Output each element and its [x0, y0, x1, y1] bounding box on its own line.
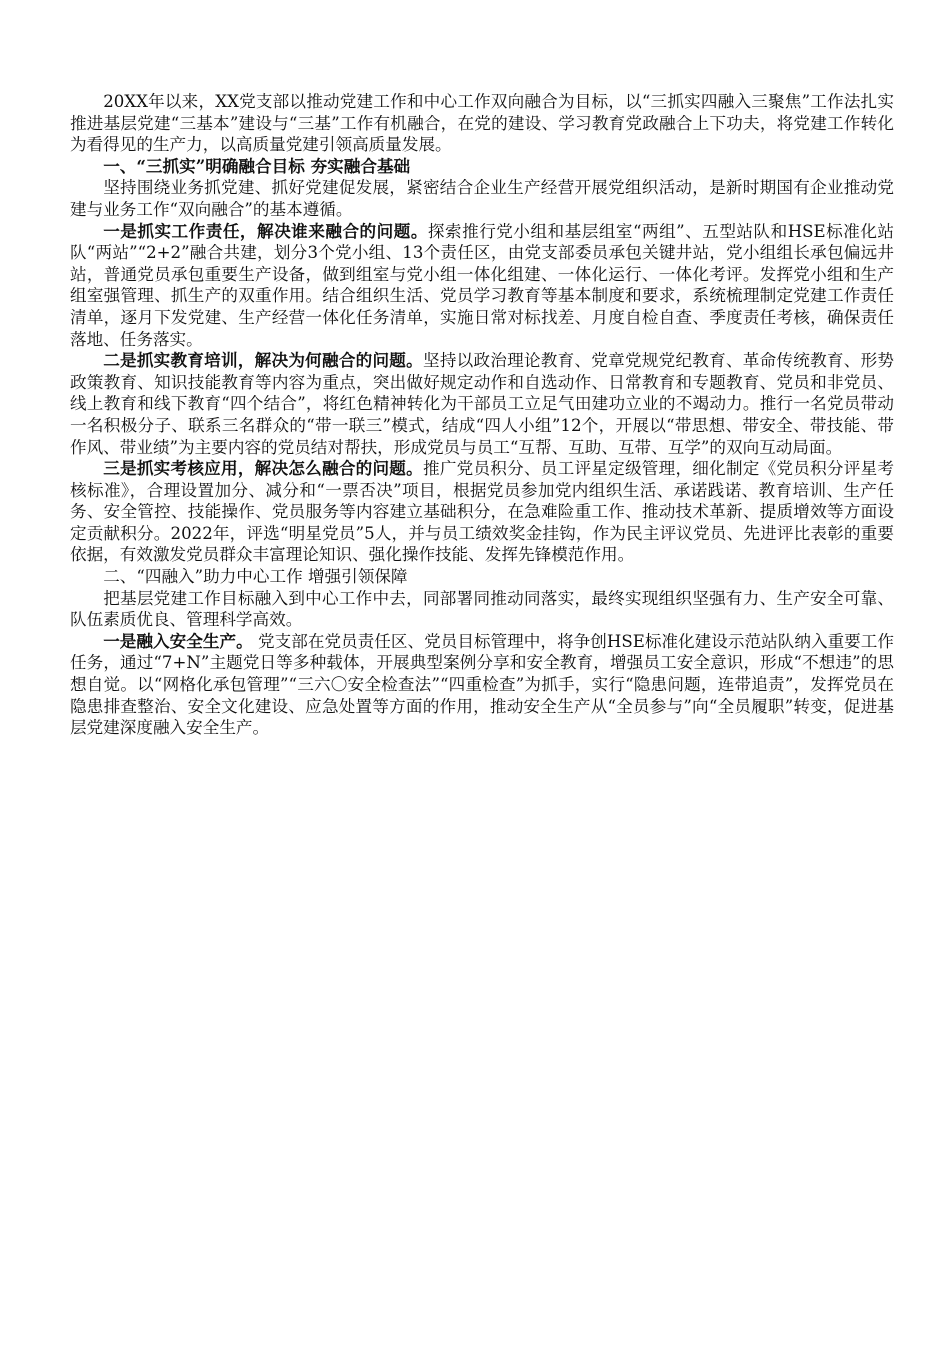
section-2-item-1 — [70, 631, 894, 739]
item-3-body: 推广党员积分、员工评星定级管理，细化制定《党员积分评星考核标准》，合理设置加分、减分和“一票否决”项目，根据党员参加党内组织生活、承诺践诺、教育培训、生产任务、安全管控、技能操作、党员服务等内容建立基础积分，在急难险重工作、推动技术革新、提质增效等方面设定贡献积分。2022年，评选“明星党员”5人，并与员工绩效奖金挂钩，作为民主评议党员、先进评比表彰的重要依据，有效激发党员群众丰富理论知识、强化操作技能、发挥先锋模范作用。 — [70, 459, 895, 565]
item-1-body: 探索推行党小组和基层组室“两组”、五型站队和HSE标准化站队“两站”“2+2”融合共建，划分3个党小组、13个责任区，由党支部委员承包关键井站，党小组组长承包偏远井站，普通党员承包重要生产设备，做到组室与党小组一体化组建、一体化运行、一体化考评。发挥党小组和生产组室强管理、抓生产的双重作用。结合组织生活、党员学习教育等基本制度和要求，系统梳理制定党建工作责任清单，逐月下发党建、生产经营一体化任务清单，实施日常对标找差、月度自检自查、季度责任考核，确保责任落地、任务落实。 — [70, 221, 895, 349]
section-1-item-2 — [70, 350, 894, 458]
item-4-lead: 一是融入安全生产。 — [103, 630, 253, 651]
document-body — [70, 91, 894, 739]
section-1-item-3 — [70, 458, 894, 566]
section-2-intro: 把基层党建工作目标融入到中心工作中去，同部署同推动同落实，最终实现组织坚强有力、生产安全可靠、队伍素质优良、管理科学高效。 — [70, 588, 894, 630]
intro-paragraph: 20XX年以来，XX党支部以推动党建工作和中心工作双向融合为目标，以“三抓实四融入三聚焦”工作法扎实推进基层党建“三基本”建设与“三基”工作有机融合，在党的建设、学习教育党政融合上下功夫，将党建工作转化为看得见的生产力，以高质量党建引领高质量发展。 — [70, 92, 894, 155]
item-2-body: 坚持以政治理论教育、党章党规党纪教育、革命传统教育、形势政策教育、知识技能教育等内容为重点，突出做好规定动作和自选动作、日常教育和专题教育、党员和非党员、线上教育和线下教育“四个结合”，将红色精神转化为干部员工立足气田建功立业的不竭动力。推行一名党员带动一名积极分子、联系三名群众的“带一联三”模式，结成“四人小组”12个，开展以“带思想、带安全、带技能、带作风、带业绩”为主要内容的党员结对帮扶，形成党员与员工“互帮、互助、互带、互学”的双向互动局面。 — [70, 351, 895, 457]
section-1-intro: 坚持围绕业务抓党建、抓好党建促发展，紧密结合企业生产经营开展党组织活动，是新时期国有企业推动党建与业务工作“双向融合”的基本遵循。 — [70, 178, 894, 219]
section-2-heading: 二、“四融入”助力中心工作 增强引领保障 — [103, 567, 408, 587]
item-2-lead: 二是抓实教育培训，解决为何融合的问题。 — [103, 350, 423, 371]
item-3-lead: 三是抓实考核应用，解决怎么融合的问题。 — [103, 458, 423, 479]
section-1-item-1 — [70, 221, 894, 351]
item-1-lead: 一是抓实工作责任，解决谁来融合的问题。 — [103, 220, 428, 241]
section-1-heading: 一、“三抓实”明确融合目标 夯实融合基础 — [103, 155, 411, 176]
item-4-body: 党支部在党员责任区、党员目标管理中，将争创HSE标准化建设示范站队纳入重要工作任务，通过“7+N”主题党日等多种载体，开展典型案例分享和安全教育，增强员工安全意识，形成“不想违”的思想自觉。以“网格化承包管理”“三六〇安全检查法”“四重检查”为抓手，实行“隐患问题，连带追责”，发挥党员在隐患排查整治、安全文化建设、应急处置等方面的作用，推动安全生产从“全员参与”向“全员履职”转变，促进基层党建深度融入安全生产。 — [70, 631, 894, 738]
